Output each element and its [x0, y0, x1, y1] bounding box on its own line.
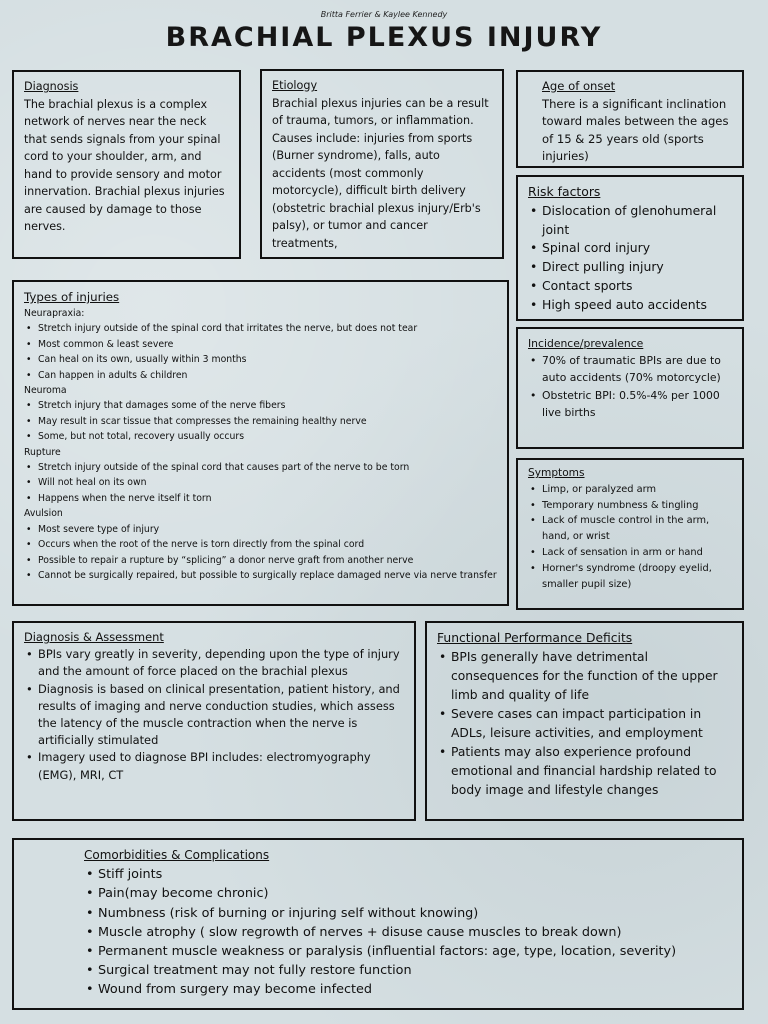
comorbidities-list	[84, 865, 732, 999]
diagnosis-heading: Diagnosis	[24, 80, 79, 93]
injury-type-name: Avulsion	[24, 508, 63, 520]
list-item: • BPIs generally have detrimental consequences for the function of the upper limb and quality of life	[451, 648, 732, 705]
injury-type-list	[24, 522, 497, 584]
incidence-heading: Incidence/prevalence	[528, 337, 644, 350]
list-item: • Surgical treatment may not fully restore function	[98, 961, 732, 980]
injury-type-name: Neuroma	[24, 385, 67, 397]
list-item: • Will not heal on its own	[38, 475, 497, 490]
list-item: • Most severe type of injury	[38, 522, 497, 537]
comorbidities-box	[12, 838, 744, 1010]
list-item: • Muscle atrophy ( slow regrowth of nerves + disuse cause muscles to break down)	[98, 923, 732, 942]
list-item: • Permanent muscle weakness or paralysis (influential factors: age, type, location, severity)	[98, 942, 732, 961]
dx-assessment-list	[24, 646, 404, 784]
list-item: • Obstetric BPI: 0.5%-4% per 1000 live births	[542, 387, 732, 421]
list-item: • Stretch injury that damages some of the nerve fibers	[38, 398, 497, 413]
list-item: • Lack of muscle control in the arm, hand, or wrist	[542, 513, 732, 545]
list-item: • Can happen in adults & children	[38, 368, 497, 383]
etiology-text: Brachial plexus injuries can be a result of trauma, tumors, or inflammation. Causes include: injuries from sports (Burner syndrome), falls, auto accidents (most commonly motorcycle), difficult birth delivery (obstetric brachial plexus injury/Erb's palsy), or tumor and cancer treatments,	[272, 96, 489, 250]
list-item: • Direct pulling injury	[542, 258, 732, 277]
list-item: • Limp, or paralyzed arm	[542, 482, 732, 498]
page-title: BRACHIAL PLEXUS INJURY	[165, 22, 603, 53]
list-item: • Occurs when the root of the nerve is torn directly from the spinal cord	[38, 537, 497, 552]
list-item: • Contact sports	[542, 277, 732, 296]
list-item: • Temporary numbness & tingling	[542, 498, 732, 514]
list-item: • Numbness (risk of burning or injuring self without knowing)	[98, 904, 732, 923]
symptoms-list	[528, 482, 732, 593]
injury-type-list	[24, 321, 497, 383]
list-item: • Patients may also experience profound emotional and financial hardship related to body image and lifestyle changes	[451, 743, 732, 800]
list-item: • Severe cases can impact participation in ADLs, leisure activities, and employment	[451, 705, 732, 743]
risk-factors-heading: Risk factors	[528, 184, 601, 199]
list-item: • High speed auto accidents	[542, 296, 732, 315]
symptoms-heading: Symptoms	[528, 467, 585, 479]
age-of-onset-text: There is a significant inclination toward males between the ages of 15 & 25 years old (sports injuries)	[542, 96, 729, 163]
list-item: • Stretch injury outside of the spinal cord that irritates the nerve, but does not tear	[38, 321, 497, 336]
list-item: • Happens when the nerve itself it torn	[38, 491, 497, 506]
functional-list	[437, 648, 732, 800]
list-item: • Pain(may become chronic)	[98, 884, 732, 903]
risk-factors-box	[516, 175, 744, 321]
list-item: • 70% of traumatic BPIs are due to auto accidents (70% motorcycle)	[542, 352, 732, 386]
list-item: • Diagnosis is based on clinical presentation, patient history, and results of imaging and nerve conduction studies, which assess the latency of the muscle contraction when the nerve is artificially stimulated	[38, 681, 404, 750]
functional-deficits-box	[425, 621, 744, 821]
age-of-onset-heading: Age of onset	[542, 79, 616, 93]
list-item: • Dislocation of glenohumeral joint	[542, 202, 732, 240]
list-item: • BPIs vary greatly in severity, depending upon the type of injury and the amount of force placed on the brachial plexus	[38, 646, 404, 680]
types-heading: Types of injuries	[24, 290, 120, 304]
list-item: • May result in scar tissue that compresses the remaining healthy nerve	[38, 414, 497, 429]
authors-line: Britta Ferrier & Kaylee Kennedy	[320, 10, 448, 19]
age-of-onset-box	[516, 70, 744, 168]
list-item: • Cannot be surgically repaired, but possible to surgically replace damaged nerve via nerve transfer	[38, 568, 497, 583]
etiology-box	[260, 69, 504, 259]
diagnosis-text: The brachial plexus is a complex network of nerves near the neck that sends signals from your spinal cord to your shoulder, arm, and hand to provide sensory and motor innervation. Brachial plexus injuries are caused by damage to those nerves.	[24, 97, 225, 233]
injury-type-name: Neurapraxia:	[24, 308, 85, 319]
list-item: • Imagery used to diagnose BPI includes: electromyography (EMG), MRI, CT	[38, 749, 404, 783]
comorbidities-heading: Comorbidities & Complications	[84, 848, 270, 862]
list-item: • Horner's syndrome (droopy eyelid, smaller pupil size)	[542, 561, 732, 593]
injury-type-name: Rupture	[24, 446, 61, 458]
list-item: • Wound from surgery may become infected	[98, 980, 732, 999]
etiology-heading: Etiology	[272, 79, 318, 92]
injury-type-list	[24, 398, 497, 444]
incidence-box	[516, 327, 744, 449]
types-of-injuries-box	[12, 280, 509, 606]
list-item: • Spinal cord injury	[542, 239, 732, 258]
dx-assessment-heading: Diagnosis & Assessment	[24, 630, 164, 644]
risk-factors-list	[528, 202, 732, 315]
list-item: • Stiff joints	[98, 865, 732, 884]
list-item: • Stretch injury outside of the spinal cord that causes part of the nerve to be torn	[38, 460, 497, 475]
functional-heading: Functional Performance Deficits	[437, 631, 633, 645]
diagnosis-assessment-box	[12, 621, 416, 821]
list-item: • Lack of sensation in arm or hand	[542, 545, 732, 561]
diagnosis-box	[12, 70, 241, 259]
list-item: • Most common & least severe	[38, 337, 497, 352]
list-item: • Some, but not total, recovery usually occurs	[38, 429, 497, 444]
list-item: • Can heal on its own, usually within 3 months	[38, 352, 497, 367]
symptoms-box	[516, 458, 744, 610]
list-item: • Possible to repair a rupture by “splicing” a donor nerve graft from another nerve	[38, 553, 497, 568]
incidence-list	[528, 352, 732, 421]
injury-type-list	[24, 460, 497, 506]
